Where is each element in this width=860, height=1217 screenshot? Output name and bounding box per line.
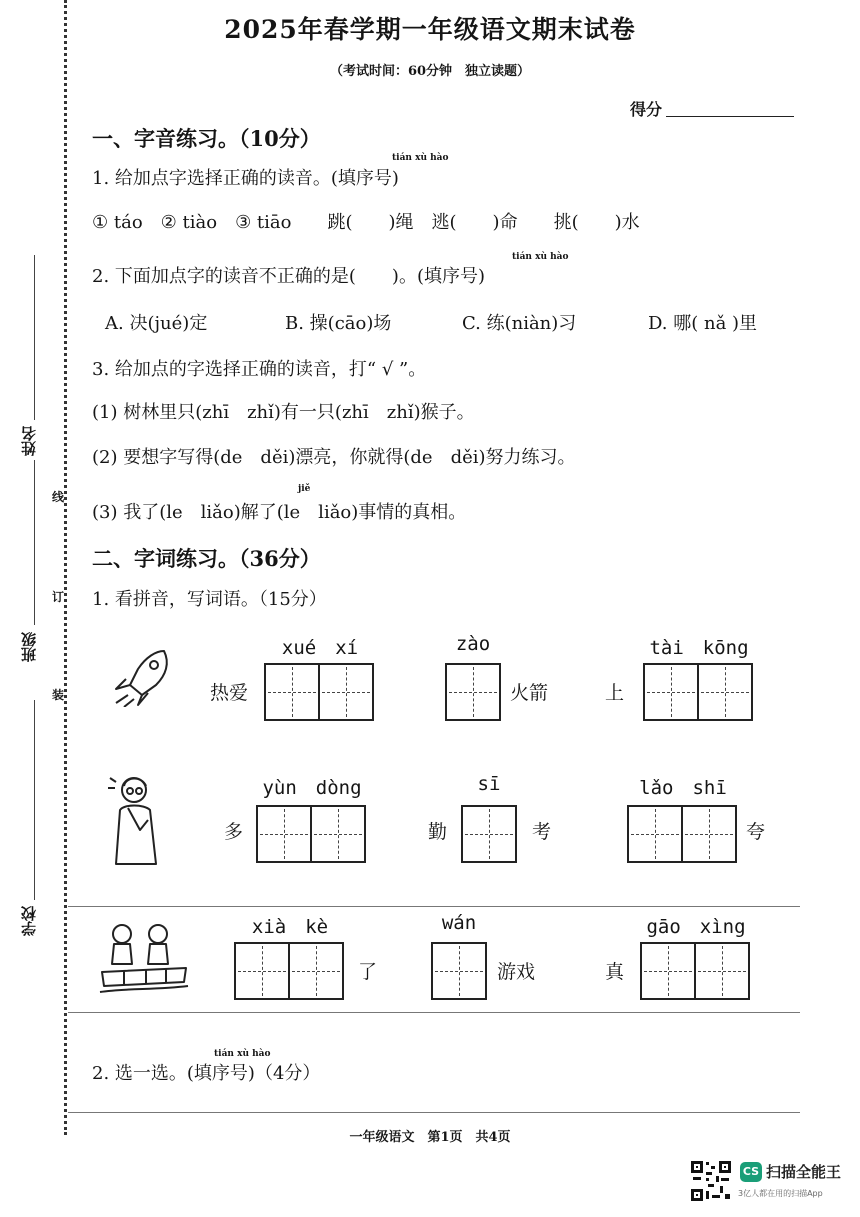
pinyin-yundong: yùn dòng <box>262 777 362 799</box>
answer-box-xuexi[interactable] <box>264 663 374 721</box>
word-zhen: 真 <box>605 961 625 983</box>
answer-box-gaoxing[interactable] <box>640 942 750 1000</box>
binding-dotted-line <box>64 0 67 1135</box>
q2-option-c[interactable]: C. 练(niàn)习 <box>462 313 577 334</box>
answer-box-si[interactable] <box>461 805 517 863</box>
class-write-line[interactable] <box>34 460 35 625</box>
row3-bottom-rule <box>68 1012 800 1013</box>
qr-code-icon <box>690 1160 732 1202</box>
pinyin-zao: zào <box>455 633 491 655</box>
q2-option-a[interactable]: A. 决(jué)定 <box>105 313 208 334</box>
pinyin-taikong: tài kōng <box>649 637 749 659</box>
scanner-logo-icon: CS <box>740 1162 762 1182</box>
page-title: 2025年春学期一年级语文期末试卷 <box>224 15 636 44</box>
children-playing-illustration-icon <box>96 920 192 996</box>
word-huojian: 火箭 <box>510 682 549 704</box>
section2-q2-ruby: tián xù hào <box>214 1049 271 1059</box>
word-duo: 多 <box>224 821 244 843</box>
school-write-line[interactable] <box>34 700 35 900</box>
page-bottom-rule <box>68 1112 800 1113</box>
score-label: 得分 <box>630 100 663 119</box>
word-kua: 夸 <box>746 821 766 843</box>
name-write-line[interactable] <box>34 255 35 420</box>
page-footer: 一年级语文 第1页 共4页 <box>349 1130 511 1145</box>
class-label: 班级 <box>20 632 38 662</box>
q1-options-line[interactable]: ① táo ② tiào ③ tiāo 跳( )绳 逃( )命 挑( )水 <box>92 212 640 233</box>
scanner-app-name: 扫描全能王 <box>766 1163 842 1181</box>
row3-top-rule <box>68 906 800 907</box>
scanner-tagline: 3亿人都在用的扫描App <box>738 1189 823 1198</box>
q2-ruby: tián xù hào <box>512 252 569 262</box>
q1-prompt: 1. 给加点字选择正确的读音。(填序号) <box>92 168 399 189</box>
word-shang: 上 <box>605 682 625 704</box>
word-youxi: 游戏 <box>497 961 536 983</box>
section2-q1-prompt: 1. 看拼音，写词语。（15分） <box>92 589 327 610</box>
school-label: 学校 <box>20 906 38 936</box>
pinyin-si: sī <box>477 773 501 795</box>
q3-ruby: jiě <box>298 484 311 494</box>
answer-box-xiake[interactable] <box>234 942 344 1000</box>
q2-option-b[interactable]: B. 操(cāo)场 <box>285 313 392 334</box>
pinyin-xuexi: xué xí <box>281 637 359 659</box>
q3-prompt: 3. 给加点的字选择正确的读音，打“ √ ”。 <box>92 359 427 380</box>
name-label: 姓名 <box>20 426 38 456</box>
pinyin-wan: wán <box>441 912 477 934</box>
q2-prompt: 2. 下面加点字的读音不正确的是( )。(填序号) <box>92 266 485 287</box>
q2-option-d[interactable]: D. 哪( nǎ )里 <box>648 313 758 334</box>
word-reai: 热爱 <box>210 682 249 704</box>
q3-item-1[interactable]: (1) 树林里只(zhī zhǐ)有一只(zhī zhǐ)猴子。 <box>92 402 475 423</box>
cut-mark-zhuang: 装 <box>52 688 65 702</box>
section2-q2-prompt: 2. 选一选。(填序号)（4分） <box>92 1063 321 1084</box>
word-kao: 考 <box>532 821 552 843</box>
q3-item-2[interactable]: (2) 要想字写得(de děi)漂亮，你就得(de děi)努力练习。 <box>92 447 576 468</box>
cut-mark-ding: 订 <box>52 590 65 604</box>
answer-box-wan[interactable] <box>431 942 487 1000</box>
answer-box-laoshi[interactable] <box>627 805 737 863</box>
rocket-illustration-icon <box>108 645 180 707</box>
teacher-illustration-icon <box>106 770 168 866</box>
q1-ruby: tián xù hào <box>392 153 449 163</box>
answer-box-yundong[interactable] <box>256 805 366 863</box>
pinyin-xiake: xià kè <box>251 916 329 938</box>
word-le: 了 <box>358 961 378 983</box>
score-field[interactable] <box>666 116 794 117</box>
pinyin-laoshi: lǎo shī <box>639 777 727 799</box>
pinyin-gaoxing: gāo xìng <box>646 916 746 938</box>
answer-box-taikong[interactable] <box>643 663 753 721</box>
q3-item-3[interactable]: (3) 我了(le liǎo)解了(le liǎo)事情的真相。 <box>92 502 467 523</box>
word-qin: 勤 <box>428 821 448 843</box>
cut-mark-xian: 线 <box>52 490 65 504</box>
section-1-heading: 一、字音练习。（10分） <box>92 126 321 151</box>
exam-info: （考试时间：60分钟 独立读题） <box>329 64 531 79</box>
answer-box-zao[interactable] <box>445 663 501 721</box>
section-2-heading: 二、字词练习。（36分） <box>92 546 321 571</box>
